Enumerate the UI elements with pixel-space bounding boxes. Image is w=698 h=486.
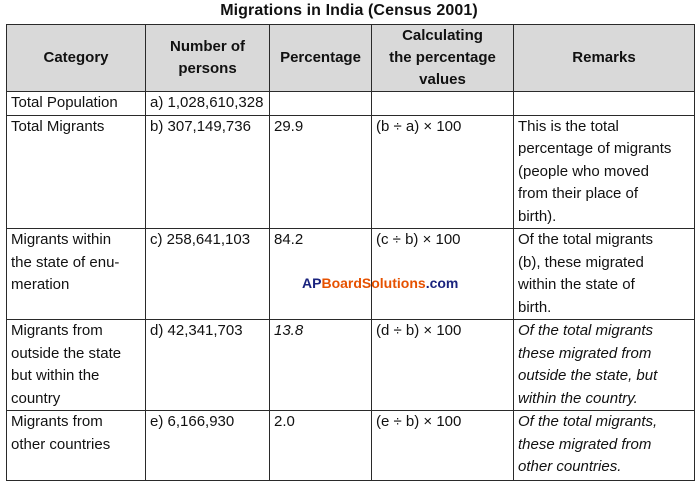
header-percentage: Percentage bbox=[270, 25, 372, 92]
cell-number: e) 6,166,930 bbox=[146, 411, 270, 481]
cell-calc: (c ÷ b) × 100 bbox=[372, 229, 514, 320]
cell-percentage: 2.0 bbox=[270, 411, 372, 481]
remark-line: birth. bbox=[518, 298, 552, 316]
cell-category: Total Migrants bbox=[7, 115, 146, 229]
cell-calc: (e ÷ b) × 100 bbox=[372, 411, 514, 481]
cell-category bbox=[7, 229, 146, 320]
header-remarks: Remarks bbox=[514, 25, 695, 92]
remark-line: (people who moved bbox=[518, 162, 649, 180]
header-row bbox=[7, 25, 695, 92]
remark-line: within the state of bbox=[518, 276, 635, 293]
cell-category: Total Population bbox=[7, 92, 146, 116]
migrations-table bbox=[6, 24, 695, 481]
category-line: meration bbox=[11, 276, 70, 293]
header-number-line: persons bbox=[178, 60, 237, 77]
cell-number: c) 258,641,103 bbox=[146, 229, 270, 320]
table-row bbox=[7, 92, 695, 116]
watermark-logo bbox=[302, 275, 458, 291]
cell-number: a) 1,028,610,328 bbox=[146, 92, 270, 116]
header-calculating bbox=[372, 25, 514, 92]
remark-line: (b), these migrated bbox=[518, 253, 644, 271]
cell-category bbox=[7, 320, 146, 411]
cell-number: d) 42,341,703 bbox=[146, 320, 270, 411]
watermark-com: .com bbox=[425, 275, 459, 291]
cell-remarks bbox=[514, 229, 695, 320]
cell-percentage: 84.2 bbox=[270, 229, 372, 320]
cell-remarks bbox=[514, 115, 695, 229]
header-number-line: Number of bbox=[170, 38, 245, 55]
category-line: the state of enu- bbox=[11, 253, 120, 271]
header-number-of-persons bbox=[146, 25, 270, 92]
header-category: Category bbox=[7, 25, 146, 92]
cell-percentage: 29.9 bbox=[270, 115, 372, 229]
remark-line: Of the total migrants, bbox=[518, 413, 658, 430]
remark-line: these migrated from bbox=[518, 344, 652, 362]
remark-line: outside the state, but bbox=[518, 367, 658, 384]
header-calc-line: the percentage bbox=[389, 49, 496, 66]
remark-line: from their place of bbox=[518, 185, 639, 202]
watermark-ap: AP bbox=[302, 275, 322, 291]
category-line: country bbox=[11, 389, 61, 407]
remark-line: Of the total migrants bbox=[518, 231, 654, 248]
cell-percentage bbox=[270, 92, 372, 116]
category-line: other countries bbox=[11, 435, 111, 453]
category-line: but within the bbox=[11, 367, 100, 384]
table-row bbox=[7, 229, 695, 320]
cell-calc: (b ÷ a) × 100 bbox=[372, 115, 514, 229]
header-calc-line: Calculating bbox=[402, 27, 483, 44]
cell-calc: (d ÷ b) × 100 bbox=[372, 320, 514, 411]
table-row bbox=[7, 115, 695, 229]
category-line: Migrants within bbox=[11, 231, 112, 248]
remark-line: percentage of migrants bbox=[518, 140, 672, 157]
header-calc-line: values bbox=[419, 71, 466, 88]
remark-line: Of the total migrants bbox=[518, 322, 654, 339]
table-row bbox=[7, 411, 695, 481]
cell-remarks bbox=[514, 92, 695, 116]
table-row bbox=[7, 320, 695, 411]
cell-remarks bbox=[514, 411, 695, 481]
table-title: Migrations in India (Census 2001) bbox=[220, 2, 478, 19]
category-line: Migrants from bbox=[11, 322, 103, 339]
category-line: Migrants from bbox=[11, 413, 103, 430]
remark-line: within the country. bbox=[518, 389, 638, 407]
category-line: outside the state bbox=[11, 344, 122, 362]
cell-number: b) 307,149,736 bbox=[146, 115, 270, 229]
remark-line: birth). bbox=[518, 207, 557, 225]
watermark-boardsolutions: BoardSolutions bbox=[321, 275, 426, 291]
cell-percentage: 13.8 bbox=[270, 320, 372, 411]
remark-line: This is the total bbox=[518, 117, 619, 135]
cell-remarks bbox=[514, 320, 695, 411]
remark-line: other countries. bbox=[518, 458, 622, 475]
cell-category bbox=[7, 411, 146, 481]
remark-line: these migrated from bbox=[518, 435, 652, 453]
cell-calc bbox=[372, 92, 514, 116]
